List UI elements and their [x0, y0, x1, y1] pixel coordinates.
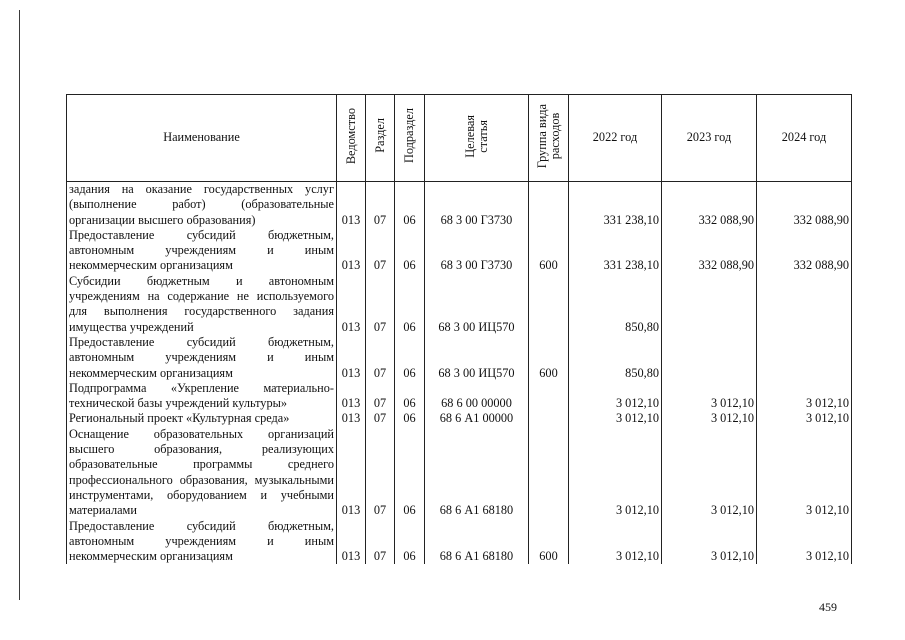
row-section: 07	[366, 427, 395, 519]
row-expense-group: 600	[529, 519, 569, 565]
row-expense-group	[529, 427, 569, 519]
row-department: 013	[337, 228, 366, 274]
row-expense-group	[529, 274, 569, 335]
row-2023	[662, 274, 757, 335]
col-header-expense-group: Группа вида расходов	[529, 95, 569, 182]
row-target-article: 68 6 00 00000	[425, 381, 529, 412]
row-2023: 3 012,10	[662, 381, 757, 412]
row-department: 013	[337, 381, 366, 412]
row-target-article: 68 6 А1 00000	[425, 411, 529, 426]
margin-rule	[19, 10, 20, 600]
row-2024: 3 012,10	[757, 519, 852, 565]
col-header-subsection: Подраздел	[395, 95, 425, 182]
row-subsection: 06	[395, 335, 425, 381]
table-row	[67, 182, 852, 228]
row-expense-group	[529, 411, 569, 426]
row-name: Предоставление субсидий бюджетным, автономным учреждениям и иным некоммерческим организациям	[67, 228, 337, 274]
row-2022: 3 012,10	[569, 381, 662, 412]
row-department: 013	[337, 182, 366, 228]
row-section: 07	[366, 182, 395, 228]
row-subsection: 06	[395, 381, 425, 412]
row-name: Субсидии бюджетным и автономным учреждениям на содержание не используемого для выполнения государственного задания имущества учреждений	[67, 274, 337, 335]
row-section: 07	[366, 411, 395, 426]
row-expense-group	[529, 381, 569, 412]
table-row	[67, 274, 852, 335]
row-subsection: 06	[395, 228, 425, 274]
row-name: задания на оказание государственных услуг (выполнение работ) (образовательные организации высшего образования)	[67, 182, 337, 228]
row-expense-group	[529, 182, 569, 228]
table-row	[67, 335, 852, 381]
row-2023: 3 012,10	[662, 427, 757, 519]
table-row	[67, 228, 852, 274]
budget-table	[66, 94, 852, 564]
row-subsection: 06	[395, 427, 425, 519]
row-section: 07	[366, 274, 395, 335]
row-2024: 332 088,90	[757, 182, 852, 228]
row-2024	[757, 335, 852, 381]
row-2022: 850,80	[569, 335, 662, 381]
row-2022: 3 012,10	[569, 519, 662, 565]
col-header-name: Наименование	[67, 95, 337, 182]
row-2023: 3 012,10	[662, 519, 757, 565]
row-2022: 850,80	[569, 274, 662, 335]
table-row	[67, 411, 852, 426]
row-section: 07	[366, 335, 395, 381]
table-row	[67, 519, 852, 565]
row-department: 013	[337, 274, 366, 335]
row-2024: 3 012,10	[757, 427, 852, 519]
row-subsection: 06	[395, 274, 425, 335]
row-2024: 3 012,10	[757, 411, 852, 426]
row-2023: 332 088,90	[662, 228, 757, 274]
col-header-department: Ведомство	[337, 95, 366, 182]
row-section: 07	[366, 381, 395, 412]
row-target-article: 68 6 А1 68180	[425, 519, 529, 565]
row-2022: 3 012,10	[569, 427, 662, 519]
row-expense-group: 600	[529, 335, 569, 381]
row-expense-group: 600	[529, 228, 569, 274]
row-department: 013	[337, 519, 366, 565]
row-name: Оснащение образовательных организаций высшего образования, реализующих образовательные программы среднего профессионального образования, музыкальными инструментами, оборудованием и учебными материалами	[67, 427, 337, 519]
row-target-article: 68 3 00 Г3730	[425, 228, 529, 274]
row-department: 013	[337, 411, 366, 426]
row-target-article: 68 6 А1 68180	[425, 427, 529, 519]
row-subsection: 06	[395, 182, 425, 228]
row-subsection: 06	[395, 519, 425, 565]
col-header-2024: 2024 год	[757, 95, 852, 182]
col-header-2023: 2023 год	[662, 95, 757, 182]
table-header-row	[67, 95, 852, 182]
row-2023: 3 012,10	[662, 411, 757, 426]
table-row	[67, 381, 852, 412]
row-2024: 3 012,10	[757, 381, 852, 412]
row-2023: 332 088,90	[662, 182, 757, 228]
row-2022: 331 238,10	[569, 228, 662, 274]
page-number: 459	[819, 600, 837, 614]
row-2022: 3 012,10	[569, 411, 662, 426]
col-header-2022: 2022 год	[569, 95, 662, 182]
row-2024	[757, 274, 852, 335]
row-target-article: 68 3 00 ИЦ570	[425, 274, 529, 335]
row-section: 07	[366, 519, 395, 565]
row-2024: 332 088,90	[757, 228, 852, 274]
row-2023	[662, 335, 757, 381]
row-target-article: 68 3 00 ИЦ570	[425, 335, 529, 381]
col-header-section: Раздел	[366, 95, 395, 182]
table-row	[67, 427, 852, 519]
row-name: Предоставление субсидий бюджетным, автономным учреждениям и иным некоммерческим организациям	[67, 519, 337, 565]
row-name: Подпрограмма «Укрепление материально-технической базы учреждений культуры»	[67, 381, 337, 412]
row-target-article: 68 3 00 Г3730	[425, 182, 529, 228]
row-2022: 331 238,10	[569, 182, 662, 228]
row-name: Предоставление субсидий бюджетным, автономным учреждениям и иным некоммерческим организациям	[67, 335, 337, 381]
col-header-target-article: Целевая статья	[425, 95, 529, 182]
row-name: Региональный проект «Культурная среда»	[67, 411, 337, 426]
row-department: 013	[337, 335, 366, 381]
row-subsection: 06	[395, 411, 425, 426]
row-section: 07	[366, 228, 395, 274]
row-department: 013	[337, 427, 366, 519]
